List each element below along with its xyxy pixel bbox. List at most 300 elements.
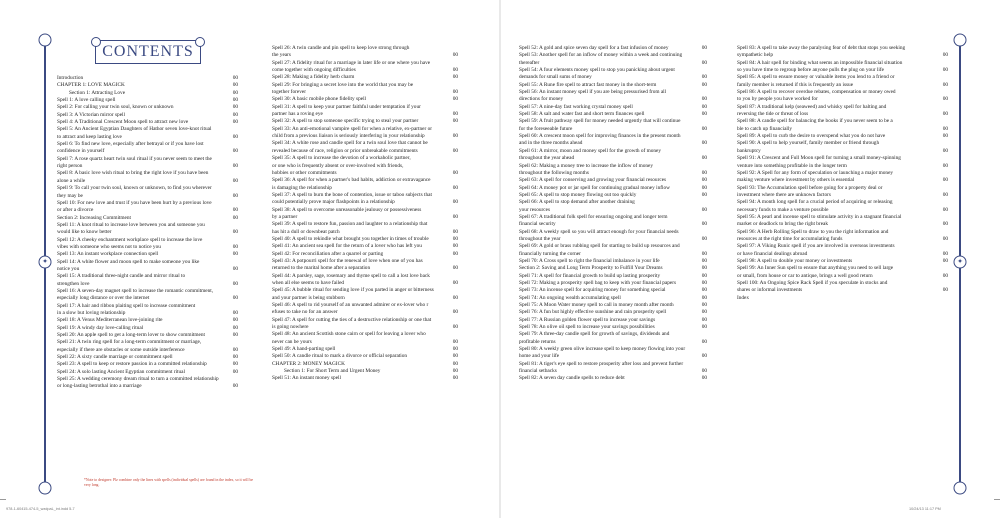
toc-entry-page: 00 — [701, 206, 707, 213]
toc-entry-title: financially turning the corner — [519, 250, 581, 257]
toc-entry — [272, 118, 458, 125]
toc-entry-title: Spell 76: A fun but highly effective sunshine and rain prosperity spell — [519, 309, 667, 316]
toc-entry-page: 00 — [942, 125, 948, 132]
toc-entry-page: 00 — [232, 133, 238, 140]
toc-entry-title: Spell 95: A pearl and incense spell to stimulate activity in a stagnant financial — [737, 213, 902, 220]
toc-entry — [737, 273, 948, 280]
toc-entry-page: 00 — [942, 287, 948, 294]
toc-entry-title: hobbies or other commitments — [272, 169, 337, 176]
toc-entry — [272, 280, 458, 287]
toc-entry — [519, 155, 707, 162]
toc-entry-page: 00 — [232, 89, 238, 96]
toc-entry — [737, 89, 948, 96]
toc-entry-title: throughout the year — [519, 235, 561, 242]
toc-entry-page: 00 — [452, 89, 458, 96]
toc-entry-page: 00 — [942, 191, 948, 198]
toc-entry — [519, 170, 707, 177]
toc-entry — [737, 140, 948, 147]
toc-entry-title: Spell 50: A candle ritual to mark a divorce or official separation — [272, 353, 408, 360]
toc-entry-title: throughout the following months — [519, 169, 589, 176]
toc-entry-page: 00 — [701, 316, 707, 323]
toc-entry-title: Spell 58: A salt and water fast and short term finances spell — [519, 111, 645, 118]
toc-entry-page: 00 — [701, 103, 707, 110]
toc-entry-title: Spell 81: A tiger's eye spell to restore prosperity after loss and prevent further — [519, 360, 684, 367]
toc-entry — [737, 243, 948, 250]
toc-entry — [519, 104, 707, 111]
toc-entry-page: 00 — [232, 192, 238, 199]
toc-entry-title: Spell 19: A windy day love-calling ritual — [57, 324, 144, 331]
toc-entry-title: Spell 30: A basic mobile phone fidelity spell — [272, 96, 367, 103]
toc-entry — [272, 177, 458, 184]
toc-entry-title: CHAPTER 1: LOVE MAGICK — [57, 82, 125, 89]
toc-entry-page: 00 — [452, 346, 458, 353]
toc-entry-title: Spell 14: A white flower and moon spell to make someone you like — [57, 258, 200, 265]
toc-entry — [737, 192, 948, 199]
toc-entry-title: Spell 45: A bubble ritual for sending love if you parted in anger or bitterness — [272, 287, 434, 294]
toc-entry — [57, 237, 238, 244]
toc-entry-title: Spell 34: A white rose and candle spell for a twin soul love that cannot be — [272, 140, 428, 147]
toc-entry-title: Spell 65: A spell to stop money flowing out too quickly — [519, 191, 637, 198]
toc-entry-title: Spell 10: For new love and trust if you have been hurt by a previous love — [57, 199, 212, 206]
toc-entry — [57, 266, 238, 273]
toc-entry — [272, 375, 458, 382]
toc-entry — [272, 133, 458, 140]
toc-entry — [519, 273, 707, 280]
toc-entry — [737, 82, 948, 89]
toc-entry-title: is going nowhere — [272, 324, 309, 331]
toc-entry-title: Spell 62: Making a money tree to increase the inflow of money — [519, 162, 654, 169]
toc-entry — [737, 155, 948, 162]
toc-column-4 — [737, 45, 948, 302]
toc-entry-page: 00 — [701, 265, 707, 272]
toc-entry — [519, 118, 707, 125]
toc-entry — [57, 273, 238, 280]
toc-entry — [272, 104, 458, 111]
toc-entry-page: 00 — [452, 375, 458, 382]
toc-entry — [519, 111, 707, 118]
toc-entry-page: 00 — [452, 199, 458, 206]
toc-entry-page: 00 — [232, 310, 238, 316]
toc-entry — [519, 96, 707, 103]
toc-entry — [519, 199, 707, 206]
toc-entry-title: Spell 44: A parsley, sage, rosemary and thyme spell to call a lost love back — [272, 272, 430, 279]
print-slug-right: 10/24/13 11:17 PM — [909, 507, 941, 511]
toc-entry-title: Spell 2: For calling your twin soul, known or unknown — [57, 104, 174, 111]
toc-entry-title: Spell 4: A Traditional Crescent Moon spell to attract new love — [57, 119, 189, 126]
toc-entry-page: 00 — [232, 346, 238, 353]
toc-entry-title: Spell 90: A spell to help yourself, family member or friend through — [737, 140, 880, 147]
crop-mark — [994, 499, 1000, 500]
toc-entry — [272, 140, 458, 147]
toc-entry — [272, 155, 458, 162]
toc-entry — [272, 207, 458, 214]
toc-entry — [519, 251, 707, 258]
toc-entry-page: 00 — [701, 375, 707, 382]
toc-entry-page: 00 — [452, 250, 458, 257]
ornament-icon — [954, 482, 967, 495]
toc-entry-title: Spell 68: A weekly spell so you will attract enough for your financial needs — [519, 228, 679, 235]
toc-entry-page: 00 — [232, 97, 238, 104]
toc-entry-title: especially long distance or over the internet — [57, 295, 150, 302]
toc-entry-page: 00 — [701, 59, 707, 66]
toc-entry — [272, 229, 458, 236]
toc-entry — [737, 236, 948, 243]
toc-entry — [57, 82, 238, 89]
toc-entry-title: especially if there are obstacles or some outside interference — [57, 346, 185, 353]
toc-entry — [272, 82, 458, 89]
toc-entry-page: 00 — [701, 368, 707, 375]
toc-entry-page: 00 — [232, 332, 238, 339]
toc-entry-title: partner has a roving eye — [272, 111, 323, 118]
toc-entry-title: Spell 36: A spell for when a partner's bad habits, addiction or extravagance — [272, 177, 431, 184]
toc-entry — [272, 324, 458, 331]
toc-entry-page: 00 — [232, 207, 238, 214]
toc-entry — [272, 361, 458, 368]
toc-entry-title: throughout the year ahead — [519, 155, 575, 162]
toc-entry-page: 00 — [232, 317, 238, 324]
toc-entry-page: 00 — [452, 169, 458, 176]
toc-entry-title: Spell 27: A fidelity ritual for a marriage in later life or one where you have — [272, 59, 431, 66]
toc-entry-title: strengthen love — [57, 280, 90, 287]
toc-entry — [737, 295, 948, 302]
toc-entry-page: 00 — [701, 257, 707, 264]
toc-entry-title: or small, from house or car to antique, brings a well good return — [737, 272, 873, 279]
toc-entry — [57, 325, 238, 332]
toc-entry-title: Spell 92: A Spell for any form of speculation or launching a major money — [737, 169, 894, 176]
toc-entry — [519, 74, 707, 81]
toc-entry-title: Spell 8: A basic love wish ritual to bring the right love if you have been — [57, 170, 209, 177]
toc-entry — [737, 126, 948, 133]
toc-entry-title: profitable returns — [519, 338, 556, 345]
toc-entry-page: 00 — [701, 125, 707, 132]
ornament-icon: ✦ — [954, 256, 967, 269]
toc-entry-page: 00 — [701, 287, 707, 294]
toc-entry-page: 00 — [452, 235, 458, 242]
toc-entry — [57, 185, 238, 192]
toc-entry — [737, 214, 948, 221]
toc-entry — [57, 178, 238, 185]
toc-entry-title: Spell 47: A spell for cutting the ties of a destructive relationship or one that — [272, 316, 432, 323]
toc-entry-title: and your partner is being stubborn — [272, 294, 345, 301]
toc-entry-title: Spell 66: A spell to stop demand after another draining — [519, 199, 635, 206]
toc-entry — [272, 170, 458, 177]
toc-entry — [519, 229, 707, 236]
toc-entry-page: 00 — [232, 82, 238, 89]
print-slug-left: 978-1-60415-474-5_wzdpaL_int.indd 5-7 — [6, 507, 75, 511]
toc-entry — [272, 126, 458, 133]
toc-entry — [519, 361, 707, 368]
toc-entry — [57, 295, 238, 302]
toc-entry-title: Spell 28: Making a fidelity herb charm — [272, 74, 355, 81]
toc-entry-page: 00 — [701, 272, 707, 279]
toc-entry — [519, 309, 707, 316]
toc-entry — [57, 163, 238, 170]
toc-entry — [272, 236, 458, 243]
crop-mark — [0, 499, 6, 500]
toc-entry-page: 00 — [452, 324, 458, 331]
toc-entry — [57, 148, 238, 155]
toc-entry-title: Spell 88: A candle spell for balancing the books if you never seem to be a — [737, 118, 893, 125]
toc-entry — [57, 90, 238, 97]
toc-entry-title: financial setbacks — [519, 368, 557, 375]
toc-entry-title: Spell 100: An Ongoing Spice Rack Spell if you speculate in stocks and — [737, 280, 888, 286]
toc-entry-title: Spell 48: An ancient Scottish stone cairn or spell for leaving a lover who — [272, 331, 426, 338]
toc-entry — [57, 361, 238, 368]
toc-entry-page: 00 — [942, 272, 948, 279]
toc-entry — [57, 332, 238, 339]
toc-entry — [519, 243, 707, 250]
toc-entry — [737, 251, 948, 258]
toc-entry — [272, 243, 458, 250]
toc-entry-page: 00 — [701, 81, 707, 88]
toc-entry-title: Spell 49: A hand-parting spell — [272, 346, 336, 353]
toc-entry — [272, 353, 458, 360]
toc-entry-page: 00 — [232, 104, 238, 111]
toc-entry-page: 00 — [452, 228, 458, 235]
toc-entry-title: home and your life — [519, 353, 560, 360]
toc-entry-page: 00 — [701, 294, 707, 301]
toc-entry-title: CHAPTER 2: MONEY MAGICK — [272, 360, 345, 367]
toc-entry — [519, 368, 707, 375]
toc-entry — [57, 119, 238, 126]
toc-entry-title: alone a while — [57, 177, 86, 184]
toc-entry — [737, 221, 948, 228]
toc-entry — [737, 148, 948, 155]
toc-entry-page: 00 — [452, 74, 458, 81]
toc-entry-title: Spell 11: A knot ritual to increase love between you and someone you — [57, 221, 205, 228]
toc-entry — [519, 214, 707, 221]
toc-entry-page: 00 — [452, 52, 458, 59]
toc-entry-title: Spell 7: A rose quartz heart twin soul ritual if you never seem to meet the — [57, 155, 212, 162]
toc-entry-title: has hit a dull or downbeat patch — [272, 228, 340, 235]
toc-entry — [272, 273, 458, 280]
toc-entry-page: 00 — [452, 309, 458, 316]
toc-entry — [272, 295, 458, 302]
toc-entry — [737, 104, 948, 111]
toc-column-2 — [272, 45, 458, 383]
toc-entry-title: Spell 78: An olive oil spell to increase your savings possibilities — [519, 324, 655, 331]
toc-entry — [737, 96, 948, 103]
toc-entry-title: Introduction — [57, 75, 84, 81]
toc-entry — [272, 346, 458, 353]
toc-entry — [57, 97, 238, 104]
toc-entry-title: Spell 53: Another spell for an inflow of money within a week and continuing — [519, 52, 683, 59]
toc-entry — [272, 214, 458, 221]
toc-entry — [57, 112, 238, 119]
toc-entry — [57, 354, 238, 361]
toc-entry-title: Spell 70: A Cross spell to right the financial imbalance in your life — [519, 257, 660, 264]
toc-entry-title: Spell 77: A Russian golden flower spell to increase your savings — [519, 316, 656, 323]
toc-entry-title: Spell 69: A gold or brass rubbing spell for starting to build up resources and — [519, 243, 680, 250]
toc-entry-page: 00 — [942, 221, 948, 228]
toc-entry-title: Spell 42: For reconciliation after a quarrel or parting — [272, 250, 384, 257]
toc-entry-page: 00 — [452, 368, 458, 375]
toc-entry-title: Spell 74: An ongoing wealth accumulating spell — [519, 294, 621, 301]
toc-entry-page: 00 — [232, 354, 238, 361]
toc-entry — [272, 185, 458, 192]
toc-entry-title: is damaging the relationship — [272, 184, 332, 191]
toc-entry — [272, 52, 458, 59]
toc-entry-page: 00 — [232, 214, 238, 221]
toc-entry-title: to you by people you have worked for — [737, 96, 818, 103]
toc-entry-title: Spell 79: A three-day candle spell for growth of savings, dividends and — [519, 331, 670, 338]
toc-entry — [272, 287, 458, 294]
toc-entry — [519, 353, 707, 360]
toc-entry-title: making venture where investment by others is essential — [737, 177, 855, 184]
toc-entry-page: 00 — [701, 184, 707, 191]
toc-entry — [57, 141, 238, 148]
toc-entry-page: 00 — [232, 163, 238, 170]
toc-entry-page: 00 — [942, 162, 948, 169]
toc-entry-title: together forever — [272, 89, 306, 96]
toc-entry-title: Spell 64: A money pot or jar spell for continuing gradual money inflow — [519, 184, 670, 191]
toc-entry-title: Spell 31: A spell to keep your partner faithful under temptation if your — [272, 103, 421, 110]
toc-entry-title: Spell 67: A traditional folk spell for ensuring ongoing and longer term — [519, 213, 668, 220]
toc-entry-title: in a slow but loving relationship — [57, 310, 126, 316]
toc-entry-page: 00 — [942, 133, 948, 140]
toc-entry — [519, 60, 707, 67]
toc-entry-page: 00 — [942, 147, 948, 154]
toc-entry-title: resources at the right time for accumulating funds — [737, 235, 843, 242]
toc-entry — [272, 163, 458, 170]
toc-entry — [57, 310, 238, 317]
toc-entry-title: and in the three months ahead — [519, 140, 583, 147]
toc-entry-page: 00 — [942, 250, 948, 257]
toc-entry-title: Spell 5: An Ancient Egyptian Daughters of Hathor seven love-knot ritual — [57, 126, 212, 133]
toc-entry-page: 00 — [942, 52, 948, 59]
toc-entry-page: 00 — [701, 96, 707, 103]
toc-entry-title: ble to catch up financially — [737, 125, 793, 132]
toc-entry-title: returned to the marital home after a separation — [272, 265, 371, 272]
toc-entry-page: 00 — [701, 324, 707, 331]
toc-entry-title: Spell 21: A twin ring spell for a long-term commitment or marriage, — [57, 339, 202, 346]
toc-entry-page: 00 — [452, 243, 458, 250]
toc-entry — [519, 52, 707, 59]
toc-entry — [57, 251, 238, 258]
toc-entry-title: Spell 35: A spell to increase the devotion of a workaholic partner, — [272, 155, 411, 162]
toc-entry-title: they may be — [57, 192, 83, 199]
toc-entry — [737, 170, 948, 177]
toc-entry-title: Spell 93: The Accumulation spell before going for a property deal or — [737, 184, 883, 191]
toc-entry-page: 00 — [942, 257, 948, 264]
contents-title-frame — [95, 40, 201, 64]
toc-entry — [737, 60, 948, 67]
toc-entry-page: 00 — [942, 177, 948, 184]
toc-entry-page: 00 — [701, 353, 707, 360]
toc-entry-page: 00 — [452, 353, 458, 360]
toc-entry — [519, 126, 707, 133]
toc-entry — [272, 309, 458, 316]
toc-entry — [272, 339, 458, 346]
toc-entry-title: Spell 96: A Herb Rolling Spell to draw to you the right information and — [737, 228, 889, 235]
toc-entry-page: 00 — [452, 265, 458, 272]
toc-entry-page: 00 — [701, 74, 707, 81]
toc-entry-title: or long-lasting betrothal into a marriage — [57, 383, 142, 390]
toc-entry-page: 00 — [452, 67, 458, 74]
toc-entry-title: or after a divorce — [57, 207, 94, 214]
toc-entry — [57, 376, 238, 383]
toc-entry-title: your resources — [519, 206, 551, 213]
toc-entry — [57, 126, 238, 133]
toc-entry — [737, 229, 948, 236]
toc-entry — [272, 192, 458, 199]
toc-entry — [272, 331, 458, 338]
toc-entry — [57, 207, 238, 214]
toc-entry-title: investment where there are unknown factors — [737, 191, 831, 198]
toc-entry — [519, 331, 707, 338]
toc-entry — [272, 111, 458, 118]
toc-entry-title: the years — [272, 52, 291, 59]
toc-entry-title: Spell 59: A fruit pathway spell for money needed urgently that will continue — [519, 118, 681, 125]
toc-entry — [519, 163, 707, 170]
toc-entry — [57, 339, 238, 346]
toc-entry — [737, 287, 948, 294]
toc-entry-title: Spell 32: A spell to stop someone specific trying to steal your partner — [272, 118, 419, 125]
toc-entry — [519, 295, 707, 302]
toc-entry — [57, 215, 238, 222]
toc-entry-page: 00 — [232, 361, 238, 368]
toc-entry-title: Spell 94: A month long spell for a crucial period of acquiring or releasing — [737, 199, 893, 206]
toc-entry-page: 00 — [701, 177, 707, 184]
toc-entry — [737, 133, 948, 140]
toc-entry-title: efuses to take no for an answer — [272, 309, 338, 316]
toc-entry-page: 00 — [701, 45, 707, 51]
toc-entry-title: Spell 20: An apple spell to get a long-term lover to show commitment — [57, 332, 205, 339]
toc-entry — [519, 207, 707, 214]
toc-entry — [519, 265, 707, 272]
toc-entry — [57, 104, 238, 111]
ornament-icon: ✦ — [39, 256, 52, 269]
toc-entry — [272, 368, 458, 375]
toc-entry-page: 00 — [701, 280, 707, 286]
toc-entry — [272, 148, 458, 155]
toc-entry-page: 00 — [232, 229, 238, 236]
toc-entry-page: 00 — [232, 368, 238, 375]
toc-entry-page: 00 — [942, 81, 948, 88]
toc-entry-page: 00 — [232, 177, 238, 184]
toc-entry — [519, 221, 707, 228]
toc-entry-title: reversing the tide or threat of loss — [737, 111, 809, 118]
toc-entry-title: Spell 33: An anti-emotional vampire spell for when a relative, ex-partner or — [272, 125, 433, 132]
toc-column-1 — [57, 75, 238, 391]
toc-entry — [519, 67, 707, 74]
toc-entry — [519, 258, 707, 265]
toc-entry-title: Spell 16: A seven-day magnet spell to increase the romantic commitment, — [57, 287, 214, 294]
toc-entry — [272, 199, 458, 206]
toc-entry — [737, 111, 948, 118]
toc-entry-page: 00 — [232, 265, 238, 272]
toc-entry-title: Spell 9: To call your twin soul, known or unknown, to find you wherever — [57, 185, 212, 192]
toc-entry-page: 00 — [701, 338, 707, 345]
toc-entry — [272, 67, 458, 74]
toc-entry-title: Spell 60: A crescent moon spell for improving finances in the present month — [519, 133, 681, 140]
toc-entry-title: Spell 83: A spell to take away the paralysing fear of debt that stops you seeking — [737, 45, 906, 51]
toc-entry-page: 00 — [452, 294, 458, 301]
toc-entry-page: 00 — [942, 67, 948, 74]
toc-entry-title: never can be yours — [272, 338, 312, 345]
toc-entry-title: shares or informal investments — [737, 287, 803, 294]
toc-entry-page: 00 — [232, 251, 238, 258]
toc-entry-title: Spell 80: A weekly green olive increase spell to keep money flowing into your — [519, 346, 686, 353]
toc-entry-title: Spell 57: A nine-day fast working crystal money spell — [519, 103, 633, 110]
toc-entry — [57, 170, 238, 177]
toc-entry — [57, 156, 238, 163]
toc-entry-title: Spell 82: A seven day candle spells to reduce debt — [519, 375, 625, 382]
toc-entry — [57, 303, 238, 310]
toc-entry-title: Spell 89: A spell to curb the desire to overspend what you do not have — [737, 133, 886, 140]
toc-entry — [737, 265, 948, 272]
toc-entry-title: Spell 18: A Venus Mediterranean love-joining rite — [57, 317, 163, 324]
